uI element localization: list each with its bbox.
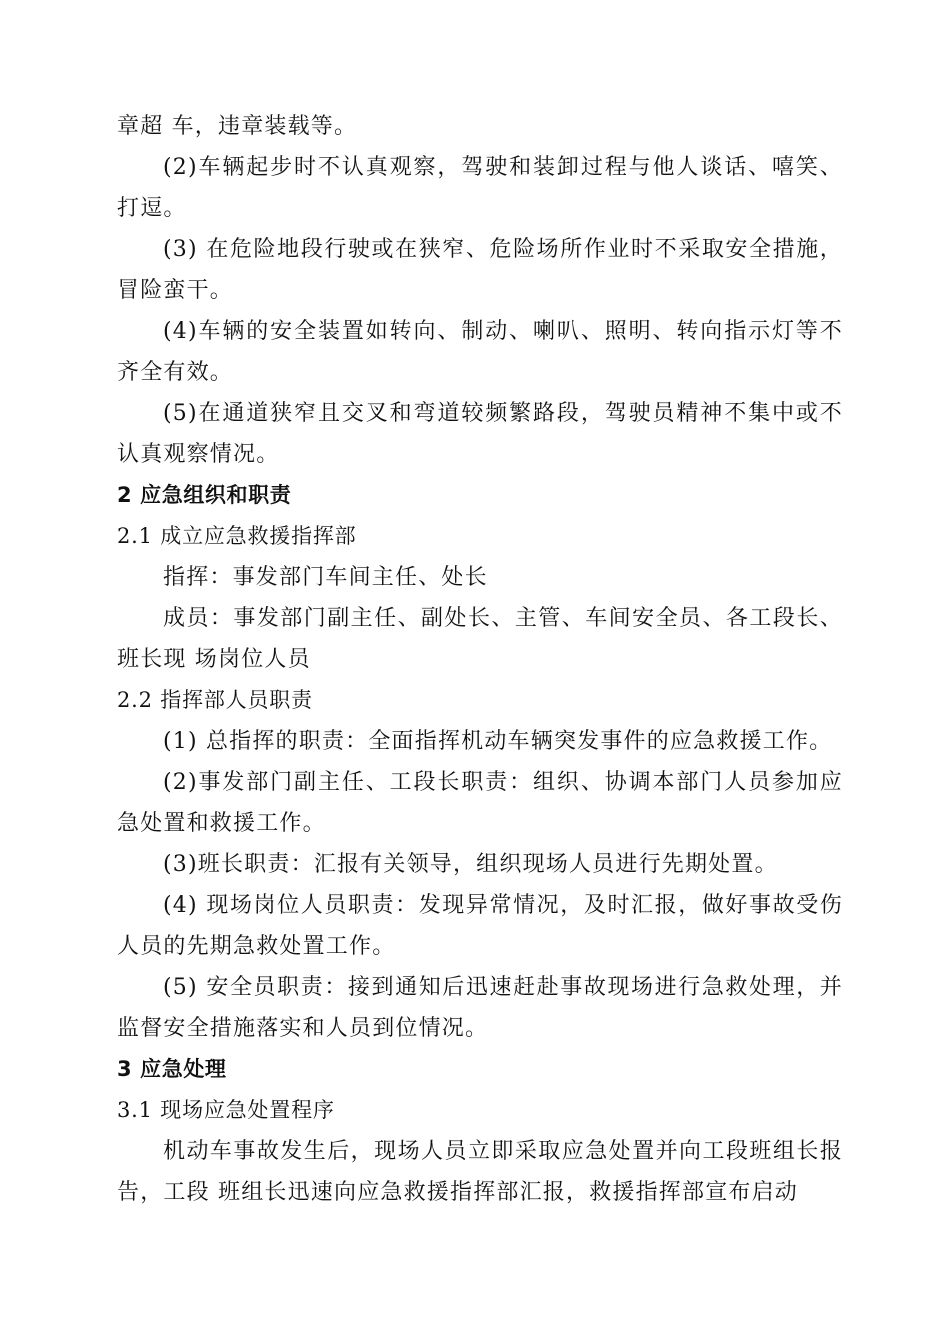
subsection-heading-3-1: 3.1 现场应急处置程序: [117, 1098, 335, 1122]
subsection-heading-2-1: 2.1 成立应急救援指挥部: [117, 524, 357, 548]
duty-item-1: (1) 总指挥的职责：全面指挥机动车辆突发事件的应急救援工作。: [163, 729, 833, 754]
duty-item-4: (4) 现场岗位人员职责：发现异常情况，及时汇报，做好事故受伤人员的先期急救处置工作。: [117, 893, 843, 959]
duty-item-5: (5) 安全员职责：接到通知后迅速赶赴事故现场进行急救处理，并监督安全措施落实和人员到位情况。: [117, 975, 843, 1041]
section-heading-2: 2 应急组织和职责: [117, 483, 292, 507]
document-body: [117, 106, 843, 1213]
duty-item-3: (3)班长职责：汇报有关领导，组织现场人员进行先期处置。: [163, 852, 778, 877]
list-item-2: (2)车辆起步时不认真观察，驾驶和装卸过程与他人谈话、嘻笑、打逗。: [117, 155, 843, 221]
section-heading-3: 3 应急处理: [117, 1057, 227, 1081]
duty-item-2: (2)事发部门副主任、工段长职责：组织、协调本部门人员参加应急处置和救援工作。: [117, 770, 843, 836]
list-item-4: (4)车辆的安全装置如转向、制动、喇叭、照明、转向指示灯等不齐全有效。: [117, 319, 843, 385]
list-item-5: (5)在通道狭窄且交叉和弯道较频繁路段，驾驶员精神不集中或不认真观察情况。: [117, 401, 843, 467]
subsection-heading-2-2: 2.2 指挥部人员职责: [117, 688, 313, 712]
list-item-3: (3) 在危险地段行驶或在狭窄、危险场所作业时不采取安全措施，冒险蛮干。: [117, 237, 843, 303]
procedure-paragraph: 机动车事故发生后，现场人员立即采取应急处置并向工段班组长报告，工段 班组长迅速向应急救援指挥部汇报，救援指挥部宣布启动: [117, 1139, 843, 1205]
paragraph-continuation: 章超 车，违章装载等。: [117, 114, 358, 139]
members-line: 成员：事发部门副主任、副处长、主管、车间安全员、各工段长、班长现 场岗位人员: [117, 606, 843, 672]
commander-line: 指挥：事发部门车间主任、处长: [163, 565, 488, 590]
